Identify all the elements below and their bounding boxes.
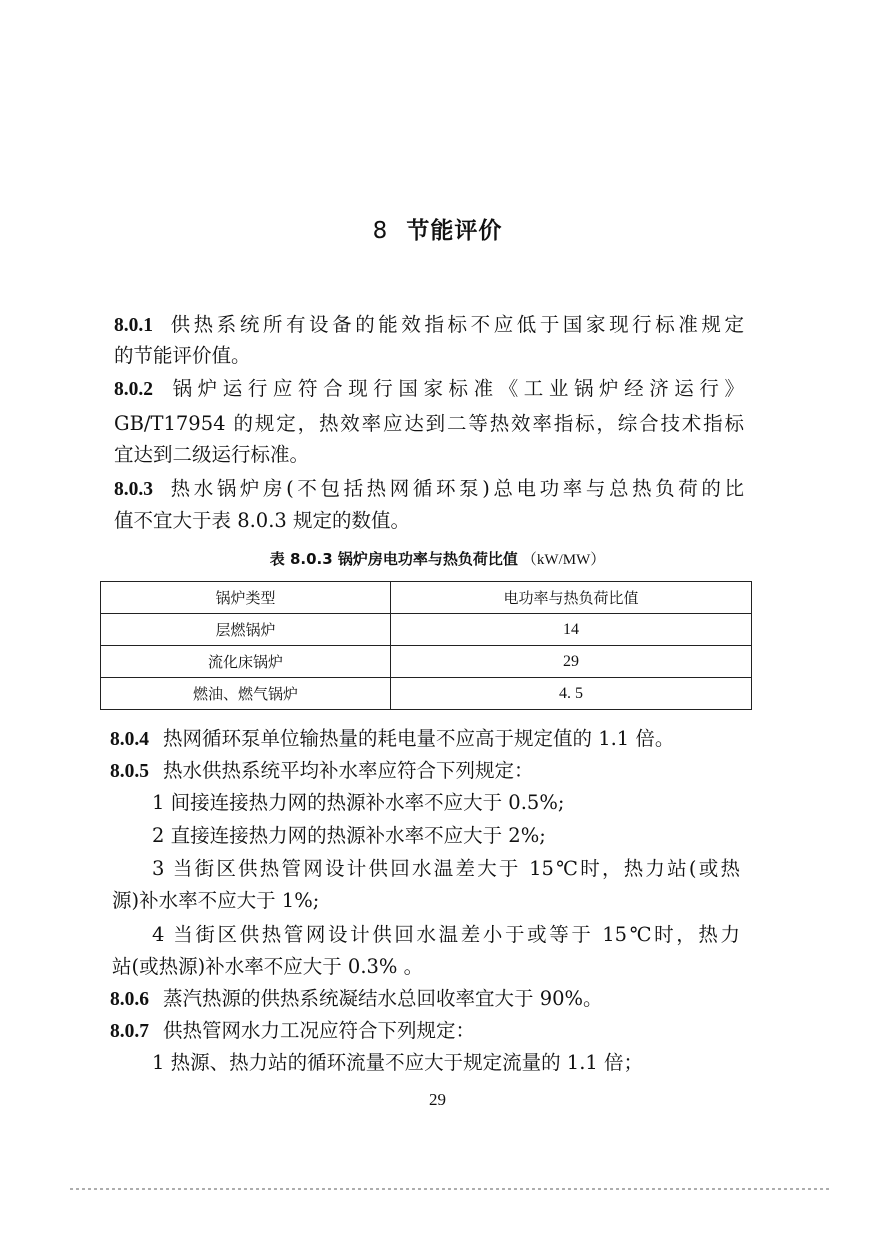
table-cell-type: 燃油、燃气锅炉	[101, 678, 391, 710]
clause-8-0-7-item-1: 1 热源、热力站的循环流量不应大于规定流量的 1.1 倍；	[152, 1051, 644, 1074]
clause-8-0-3-line-1	[114, 479, 744, 500]
clause-number: 8.0.6	[110, 989, 149, 1010]
table-header-cell: 锅炉类型	[101, 582, 391, 614]
clause-8-0-5-item-3-line-1: 3 当街区供热管网设计供回水温差大于 15℃时，热力站(或热	[152, 857, 740, 880]
clause-text: 热水锅炉房(不包括热网循环泵)总电功率与总热负荷的比	[167, 477, 744, 500]
table-row	[101, 614, 752, 646]
boiler-ratio-table	[100, 581, 752, 710]
clause-8-0-5-item-1: 1 间接连接热力网的热源补水率不应大于 0.5%;	[152, 791, 565, 814]
clause-number: 8.0.3	[114, 479, 153, 500]
table-cell-value: 29	[391, 646, 752, 678]
clause-8-0-7	[110, 1021, 475, 1042]
clause-8-0-2-line-2: GB/T17954 的规定，热效率应达到二等热效率指标，综合技术指标	[114, 412, 744, 435]
clause-8-0-3-line-2: 值不宜大于表 8.0.3 规定的数值。	[114, 509, 411, 532]
table-cell-type: 层燃锅炉	[101, 614, 391, 646]
clause-text: 热水供热系统平均补水率应符合下列规定：	[163, 759, 534, 782]
table-row	[101, 646, 752, 678]
table-caption-text: 表 8.0.3 锅炉房电功率与热负荷比值	[269, 550, 518, 568]
clause-number: 8.0.7	[110, 1021, 149, 1042]
clause-8-0-6	[110, 989, 603, 1010]
clause-number: 8.0.1	[114, 315, 153, 336]
clause-text: 供热管网水力工况应符合下列规定：	[163, 1019, 476, 1042]
clause-text: 蒸汽热源的供热系统凝结水总回收率宜大于 90%。	[163, 987, 603, 1010]
page-number: 29	[429, 1090, 446, 1109]
clause-number: 8.0.2	[114, 379, 153, 400]
clause-8-0-5-item-2: 2 直接连接热力网的热源补水率不应大于 2%;	[152, 824, 546, 847]
clause-8-0-5	[110, 761, 534, 782]
clause-8-0-5-item-4-line-2: 站(或热源)补水率不应大于 0.3% 。	[112, 955, 424, 978]
clause-text: 热网循环泵单位输热量的耗电量不应高于规定值的 1.1 倍。	[163, 727, 675, 750]
clause-number: 8.0.5	[110, 761, 149, 782]
clause-8-0-4	[110, 729, 674, 750]
clause-8-0-5-item-3-line-2: 源)补水率不应大于 1%;	[112, 889, 320, 912]
clause-8-0-2-line-3: 宜达到二级运行标准。	[114, 443, 310, 466]
clause-8-0-5-item-4-line-1: 4 当街区供热管网设计供回水温差小于或等于 15℃时，热力	[152, 923, 740, 946]
table-header-row	[101, 582, 752, 614]
table-row	[101, 678, 752, 710]
table-cell-value: 4. 5	[391, 678, 752, 710]
clause-number: 8.0.4	[110, 729, 149, 750]
chapter-number: 8	[372, 218, 389, 244]
table-header-cell: 电功率与热负荷比值	[391, 582, 752, 614]
table-unit: （kW/MW）	[521, 552, 606, 568]
scan-edge-divider	[70, 1188, 830, 1190]
table-cell-type: 流化床锅炉	[101, 646, 391, 678]
clause-8-0-2-line-1	[114, 379, 744, 400]
chapter-title-text: 节能评价	[406, 218, 503, 244]
clause-text: 供热系统所有设备的能效指标不应低于国家现行标准规定	[167, 313, 744, 336]
clause-8-0-1-line-1	[114, 315, 744, 336]
clause-8-0-1-line-2: 的节能评价值。	[114, 344, 251, 367]
table-cell-value: 14	[391, 614, 752, 646]
table-caption	[0, 548, 875, 569]
clause-text: 锅炉运行应符合现行国家标准《工业锅炉经济运行》	[167, 377, 744, 400]
chapter-title	[0, 212, 875, 245]
